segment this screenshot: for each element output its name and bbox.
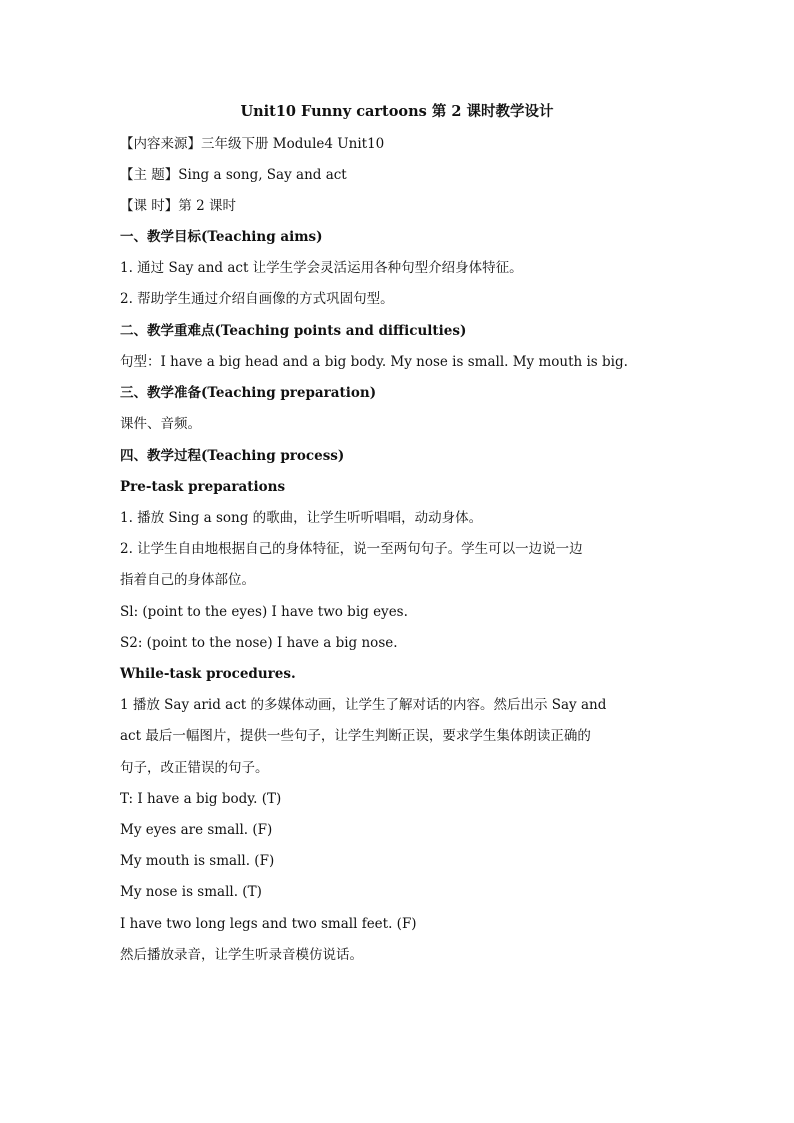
section-heading-process: 四、教学过程(Teaching process) [120, 448, 345, 464]
while-task-line: 然后播放录音，让学生听录音模仿说话。 [120, 947, 363, 963]
aim-item-2: 2. 帮助学生通过介绍自画像的方式巩固句型。 [120, 291, 394, 307]
while-task-line: act 最后一幅图片，提供一些句子，让学生判断正误，要求学生集体朗读正确的 [120, 728, 591, 744]
aim-item-1: 1. 通过 Say and act 让学生学会灵活运用各种句型介绍身体特征。 [120, 260, 523, 276]
pre-task-line: 2. 让学生自由地根据自己的身体特征，说一至两句句子。学生可以一边说一边 [120, 541, 583, 557]
document-title: Unit10 Funny cartoons 第 2 课时教学设计 [240, 103, 554, 120]
meta-period: 【课 时】第 2 课时 [120, 198, 236, 214]
pre-task-line: 指着自己的身体部位。 [120, 572, 255, 588]
meta-source: 【内容来源】三年级下册 Module4 Unit10 [120, 136, 385, 152]
preparation-text: 课件、音频。 [120, 416, 201, 432]
points-text: 句型：I have a big head and a big body. My nose is small. My mouth is big. [120, 354, 628, 370]
while-task-heading: While-task procedures. [120, 666, 296, 682]
section-heading-preparation: 三、教学准备(Teaching preparation) [120, 385, 377, 401]
pre-task-heading: Pre-task preparations [120, 479, 286, 495]
section-heading-aims: 一、教学目标(Teaching aims) [120, 229, 323, 245]
while-task-line: 句子，改正错误的句子。 [120, 760, 269, 776]
while-task-line: T: I have a big body. (T) [120, 791, 282, 807]
while-task-line: I have two long legs and two small feet. (F) [120, 916, 417, 932]
while-task-line: 1 播放 Say arid act 的多媒体动画，让学生了解对话的内容。然后出示 Say and [120, 697, 607, 713]
pre-task-line: Sl: (point to the eyes) I have two big eyes. [120, 604, 408, 620]
meta-topic: 【主 题】Sing a song, Say and act [120, 167, 347, 183]
while-task-line: My nose is small. (T) [120, 884, 262, 900]
section-heading-points: 二、教学重难点(Teaching points and difficulties) [120, 323, 467, 339]
while-task-line: My mouth is small. (F) [120, 853, 275, 869]
pre-task-line: S2: (point to the nose) I have a big nose. [120, 635, 398, 651]
while-task-line: My eyes are small. (F) [120, 822, 273, 838]
pre-task-line: 1. 播放 Sing a song 的歌曲，让学生听听唱唱，动动身体。 [120, 510, 483, 526]
